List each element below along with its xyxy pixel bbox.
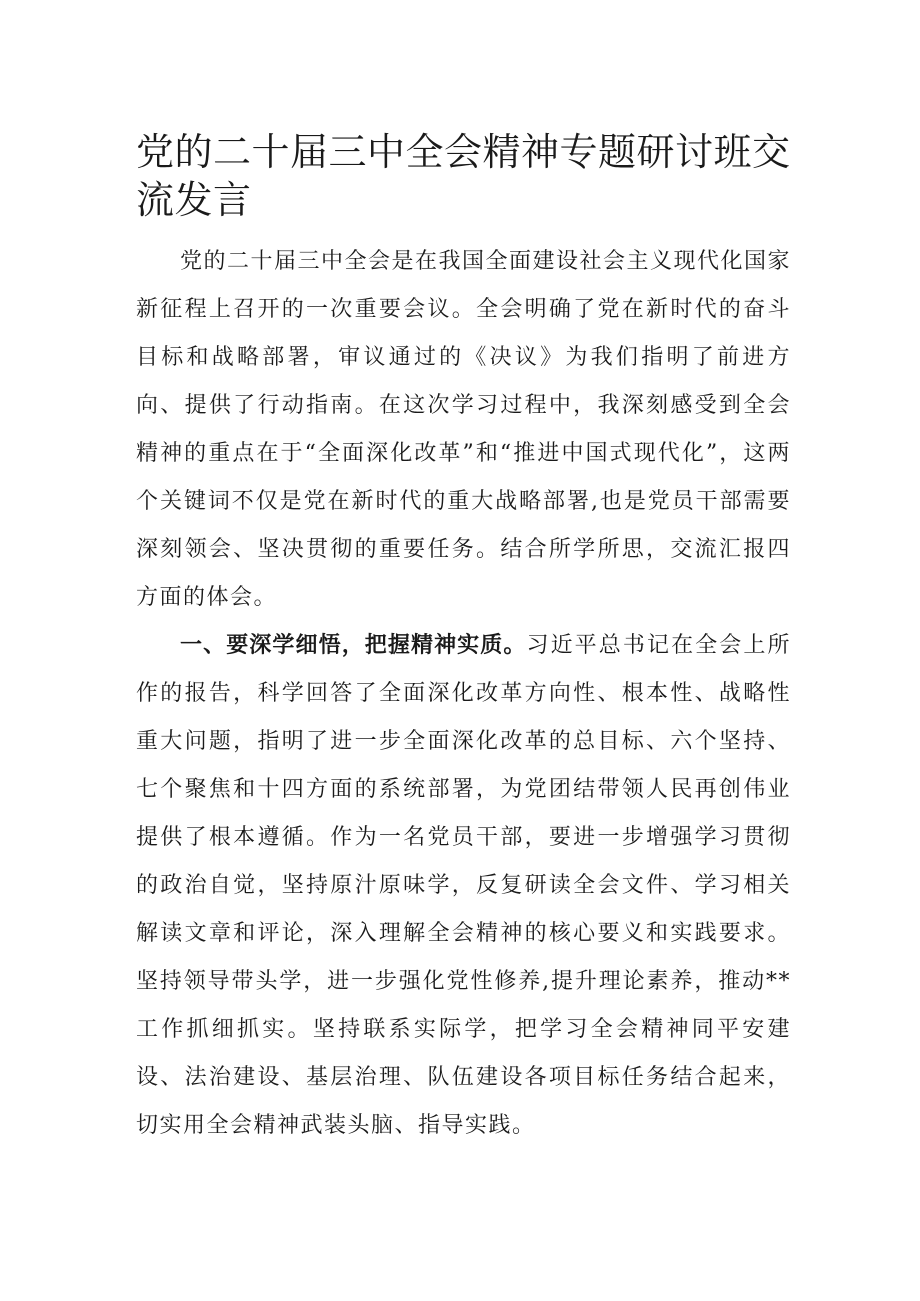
section-one-paragraph xyxy=(136,622,791,1150)
intro-paragraph xyxy=(136,238,791,622)
paragraph-text: 党的二十届三中全会是在我国全面建设社会主义现代化国家新征程上召开的一次重要会议。全会明确了党在新时代的奋斗目标和战略部署，审议通过的《决议》为我们指明了前进方向、提供了行动指南。在这次学习过程中，我深刻感受到全会精神的重点在于“全面深化改革”和“推进中国式现代化”，这两个关键词不仅是党在新时代的重大战略部署,也是党员干部需要深刻领会、坚决贯彻的重要任务。结合所学所思，交流汇报四方面的体会。 xyxy=(136,249,792,610)
document-title: 党的二十届三中全会精神专题研讨班交流发言 xyxy=(136,130,791,222)
section-heading: 一、要深学细悟，把握精神实质。 xyxy=(180,633,527,658)
document-body xyxy=(136,238,791,1150)
paragraph-text: 习近平总书记在全会上所作的报告，科学回答了全面深化改革方向性、根本性、战略性重大问题，指明了进一步全面深化改革的总目标、六个坚持、七个聚焦和十四方面的系统部署，为党团结带领人民再创伟业提供了根本遵循。作为一名党员干部，要进一步增强学习贯彻的政治自觉，坚持原汁原味学，反复研读全会文件、学习相关解读文章和评论，深入理解全会精神的核心要义和实践要求。坚持领导带头学，进一步强化党性修养,提升理论素养，推动**工作抓细抓实。坚持联系实际学，把学习全会精神同平安建设、法治建设、基层治理、队伍建设各项目标任务结合起来，切实用全会精神武装头脑、指导实践。 xyxy=(136,633,791,1138)
